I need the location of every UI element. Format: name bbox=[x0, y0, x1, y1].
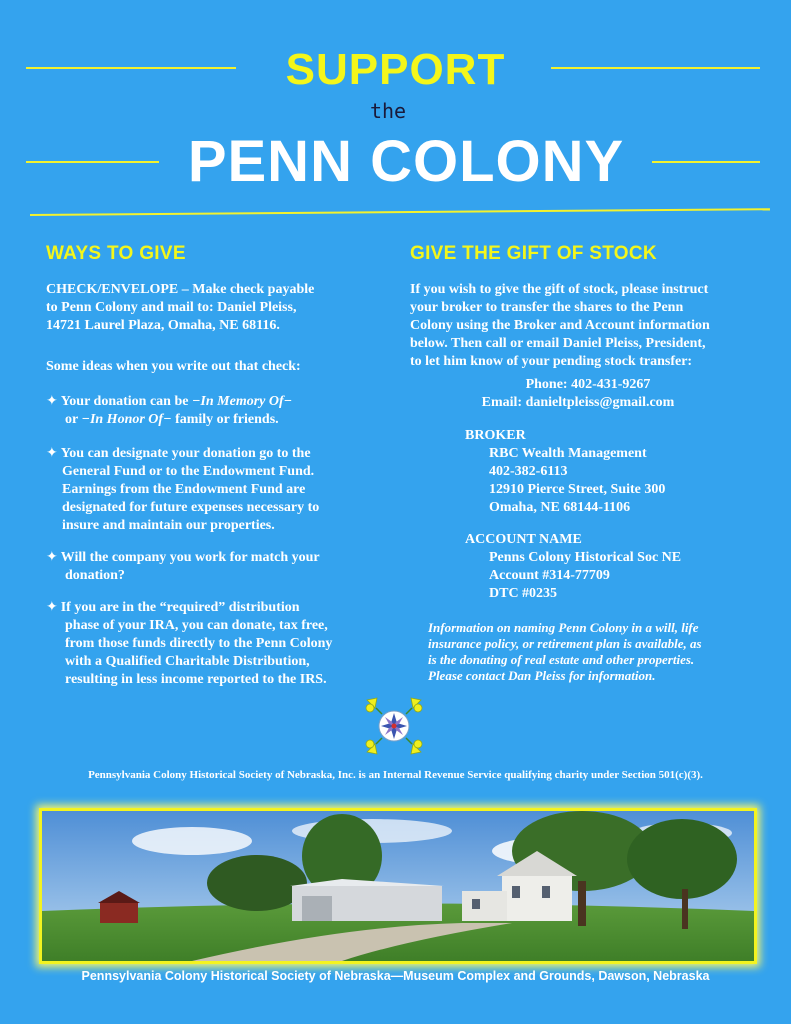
broker-label: BROKER bbox=[465, 428, 526, 443]
bullet1-or: or bbox=[65, 412, 82, 427]
note-line: insurance policy, or retirement plan is available, as bbox=[428, 636, 702, 651]
bullet2-line: Earnings from the Endowment Fund are bbox=[62, 482, 306, 497]
check-line: CHECK/ENVELOPE – Make check payable bbox=[46, 282, 315, 297]
note-line: is the donating of real estate and other properties. bbox=[428, 652, 695, 667]
bullet2-line: General Fund or to the Endowment Fund. bbox=[62, 464, 315, 479]
in-honor-of: −In Honor Of− bbox=[81, 412, 172, 427]
stock-intro-line: your broker to transfer the shares to the Penn bbox=[410, 300, 684, 315]
header-divider bbox=[30, 208, 770, 216]
penn-colony-title: PENN COLONY bbox=[187, 129, 625, 194]
check-instructions bbox=[46, 281, 376, 335]
four-point-star-icon: ✦ bbox=[46, 599, 58, 615]
bullet4-line: phase of your IRA, you can donate, tax free, bbox=[65, 618, 328, 633]
bullet3-line: Will the company you work for match your bbox=[60, 550, 320, 565]
broker-line: 12910 Pierce Street, Suite 300 bbox=[489, 482, 666, 497]
stock-intro bbox=[410, 281, 760, 371]
account-line: Penns Colony Historical Soc NE bbox=[489, 550, 682, 565]
stock-intro-line: Colony using the Broker and Account information bbox=[410, 318, 710, 333]
bullet-designate bbox=[46, 444, 376, 535]
ways-to-give-heading: WAYS TO GIVE bbox=[46, 243, 186, 264]
four-point-star-icon: ✦ bbox=[46, 549, 58, 565]
check-line: 14721 Laurel Plaza, Omaha, NE 68116. bbox=[46, 318, 280, 333]
phone-number: Phone: 402-431-9267 bbox=[525, 377, 651, 392]
bullet-ira bbox=[46, 598, 376, 689]
bullet1-suffix: family or friends. bbox=[171, 412, 279, 427]
note-line: Please contact Dan Pleiss for information. bbox=[428, 668, 656, 683]
support-title: SUPPORT bbox=[285, 45, 506, 94]
broker-line: 402-382-6113 bbox=[489, 464, 568, 479]
photo-caption: Pennsylvania Colony Historical Society of Nebraska—Museum Complex and Grounds, Dawson, Nebraska bbox=[81, 969, 710, 983]
stock-intro-line: to let him know of your pending stock transfer: bbox=[410, 354, 693, 369]
bullet2-line: designated for future expenses necessary to bbox=[62, 500, 320, 515]
museum-grounds-photo bbox=[39, 808, 757, 964]
account-line: DTC #0235 bbox=[489, 586, 558, 601]
account-line: Account #314-77709 bbox=[489, 568, 610, 583]
charity-statement: Pennsylvania Colony Historical Society of Nebraska, Inc. is an Internal Revenue Service qualifying charity under Section 501(c)(3). bbox=[88, 769, 703, 781]
broker-line: Omaha, NE 68144-1106 bbox=[489, 500, 631, 515]
ideas-intro: Some ideas when you write out that check: bbox=[46, 359, 301, 374]
bullet2-line: insure and maintain our properties. bbox=[62, 518, 275, 533]
account-label: ACCOUNT NAME bbox=[465, 532, 582, 547]
bullet-memory-honor bbox=[46, 392, 376, 429]
four-point-star-icon: ✦ bbox=[46, 445, 58, 461]
email-address: Email: danieltpleiss@gmail.com bbox=[481, 395, 675, 410]
note-line: Information on naming Penn Colony in a will, life bbox=[428, 620, 699, 635]
panorama-illustration bbox=[42, 811, 754, 961]
bullet2-line: You can designate your donation go to the bbox=[60, 446, 311, 461]
account-details bbox=[489, 549, 681, 603]
bullet3-line: donation? bbox=[65, 568, 125, 583]
bullet4-line: If you are in the “required” distribution bbox=[60, 600, 300, 615]
four-point-star-icon: ✦ bbox=[46, 393, 58, 409]
stock-intro-line: If you wish to give the gift of stock, please instruct bbox=[410, 282, 709, 297]
bullet-company-match bbox=[46, 548, 376, 585]
check-line: to Penn Colony and mail to: Daniel Pleiss, bbox=[46, 300, 297, 315]
bullet1-prefix: Your donation can be bbox=[60, 394, 192, 409]
bullet4-line: resulting in less income reported to the IRS. bbox=[65, 672, 327, 687]
the-word: the bbox=[369, 99, 407, 123]
bullet4-line: with a Qualified Charitable Distribution, bbox=[65, 654, 310, 669]
stock-intro-line: below. Then call or email Daniel Pleiss, President, bbox=[410, 336, 706, 351]
in-memory-of: −In Memory Of− bbox=[191, 394, 293, 409]
quilt-flower-emblem-icon bbox=[361, 694, 427, 758]
broker-line: RBC Wealth Management bbox=[489, 446, 647, 461]
planned-giving-note bbox=[428, 620, 768, 684]
bullet4-line: from those funds directly to the Penn Colony bbox=[65, 636, 333, 651]
broker-details bbox=[489, 445, 665, 517]
gift-of-stock-heading: GIVE THE GIFT OF STOCK bbox=[410, 243, 657, 264]
